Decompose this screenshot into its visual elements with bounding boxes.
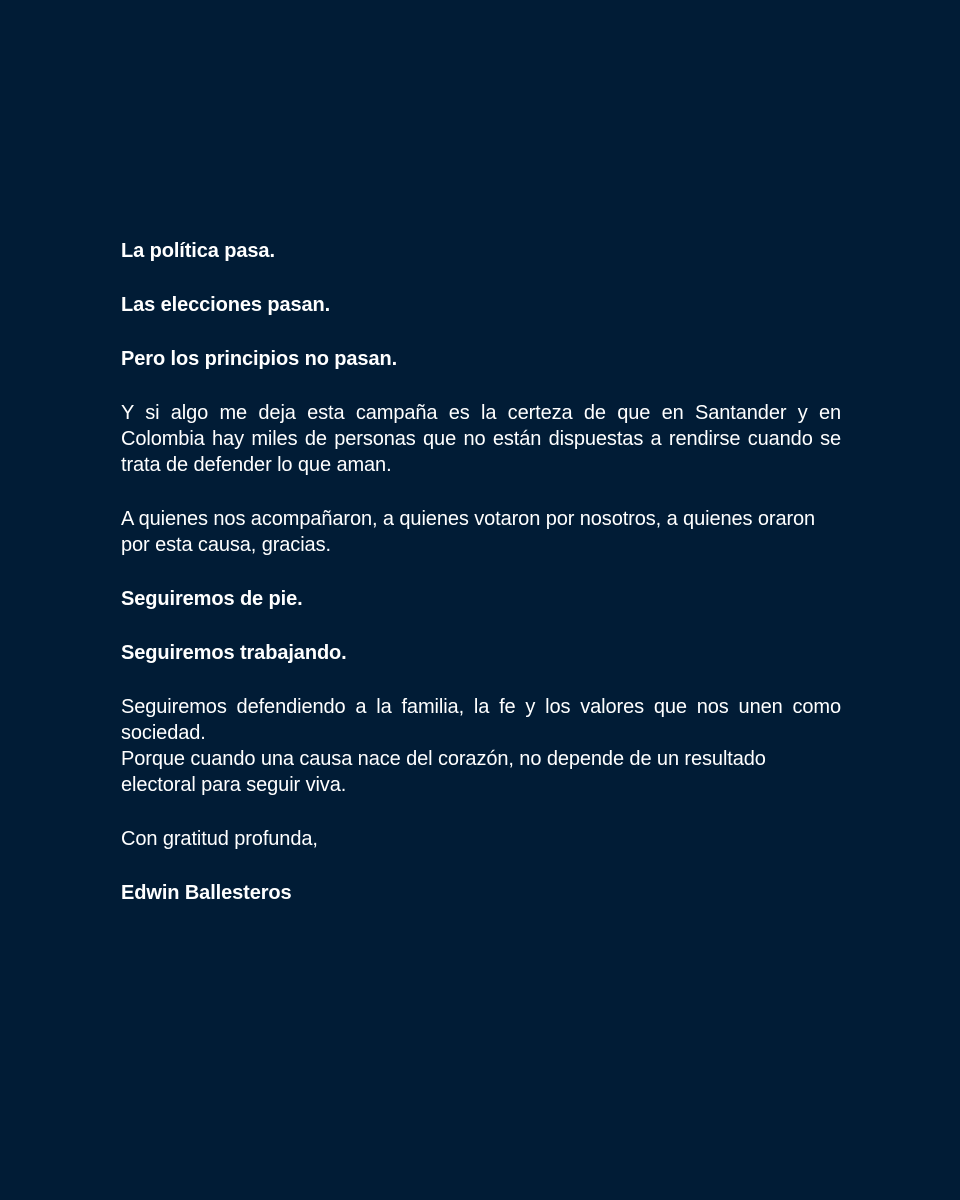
paragraph-thanks: A quienes nos acompañaron, a quienes votaron por nosotros, a quienes oraron por esta causa, gracias. (121, 508, 816, 556)
signature-name: Edwin Ballesteros (121, 882, 292, 904)
heading-standing: Seguiremos de pie. (121, 588, 303, 610)
paragraph-values: Seguiremos defendiendo a la familia, la fe y los valores que nos unen como sociedad. (121, 696, 841, 744)
closing-text: Con gratitud profunda, (121, 828, 318, 850)
paragraph-cause: Porque cuando una causa nace del corazón, no depende de un resultado electoral para seguir viva. (121, 748, 766, 796)
heading-principles: Pero los principios no pasan. (121, 348, 398, 370)
heading-working: Seguiremos trabajando. (121, 642, 347, 664)
paragraph-campaign: Y si algo me deja esta campaña es la certeza de que en Santander y en Colombia hay miles de personas que no están dispuestas a rendirse cuando se trata de defender lo que aman. (121, 402, 841, 476)
heading-politics: La política pasa. (121, 240, 275, 262)
statement-text (121, 238, 841, 906)
heading-elections: Las elecciones pasan. (121, 294, 331, 316)
